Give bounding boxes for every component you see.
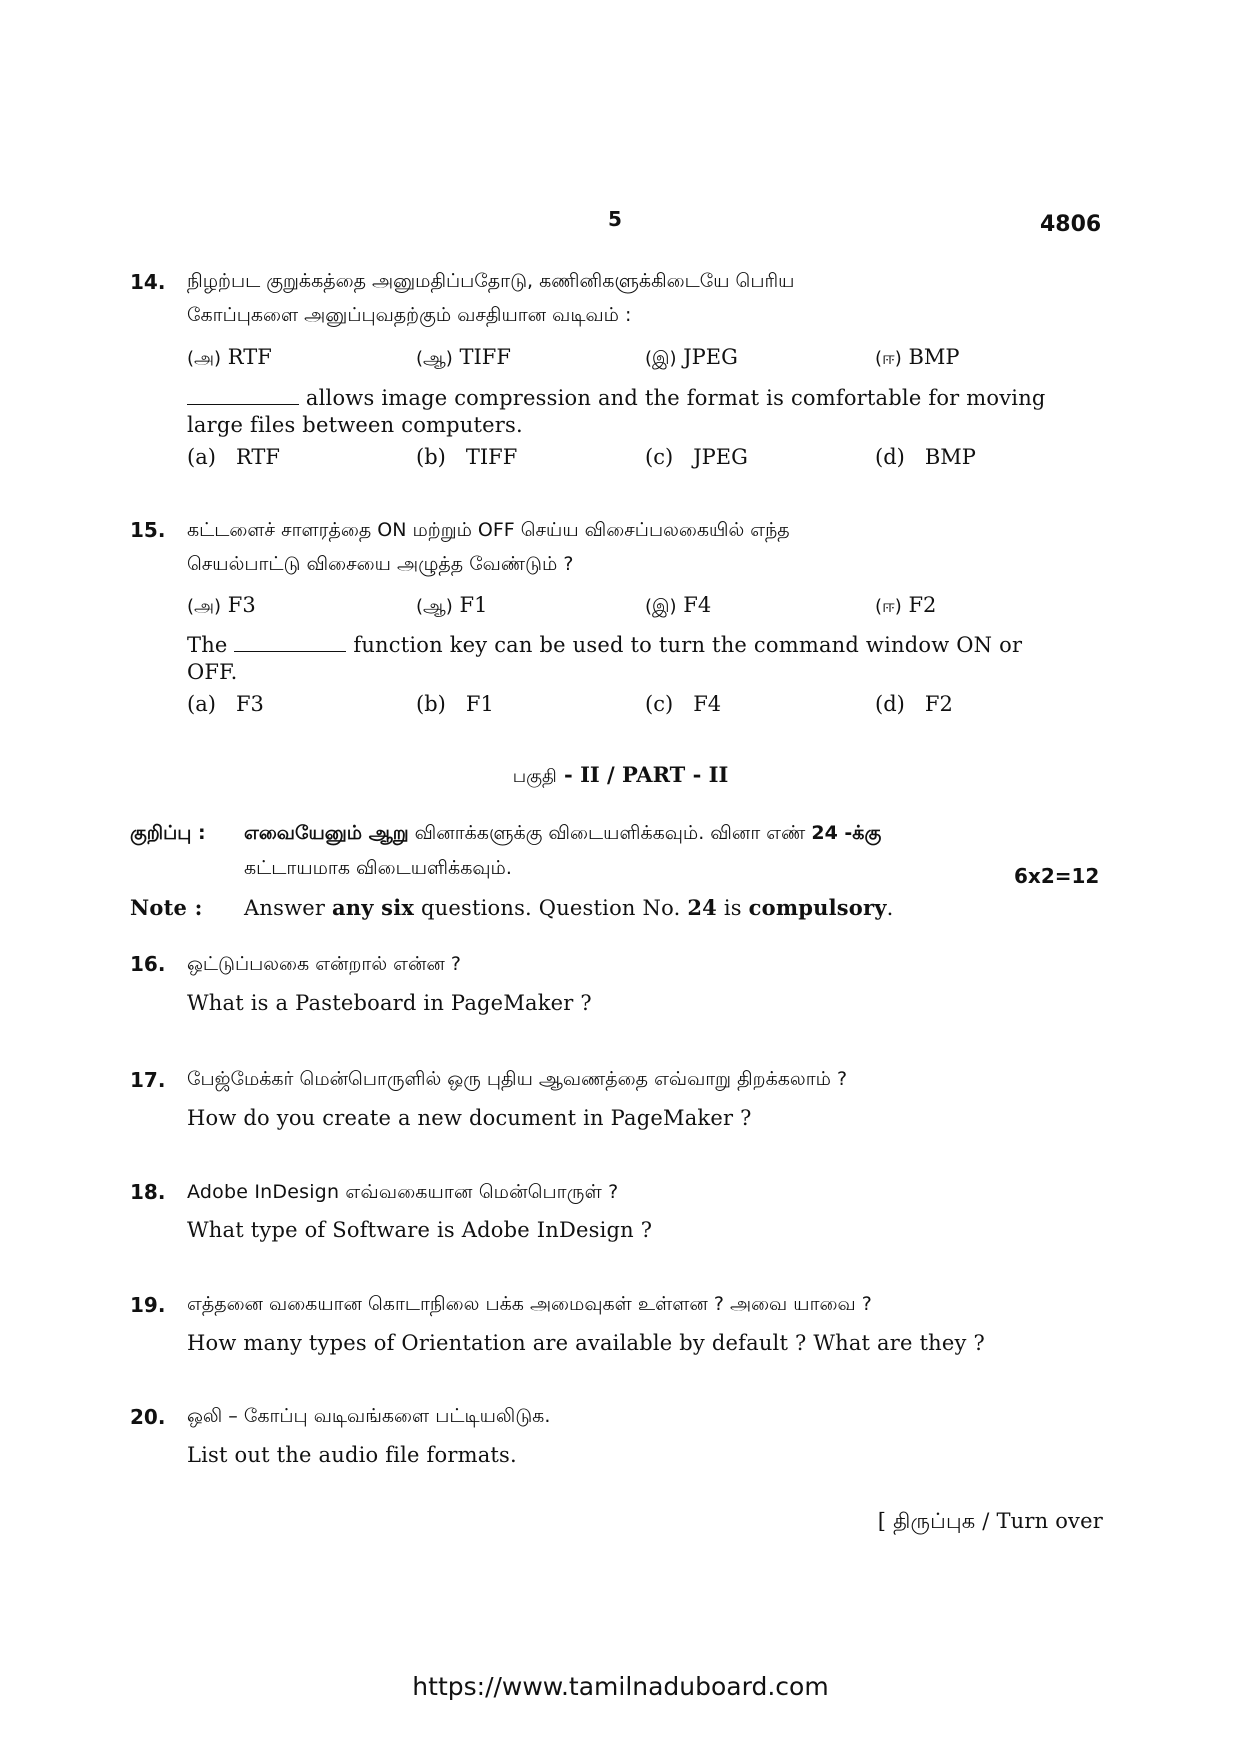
answer-blank	[187, 386, 299, 405]
note-english-label: Note :	[130, 895, 203, 920]
option: (ஆ) F1	[416, 593, 488, 617]
note-tamil-line2: கட்டாயமாக விடையளிக்கவும்.	[244, 857, 512, 879]
note-tamil-line1: எவையேனும் ஆறு வினாக்களுக்கு விடையளிக்கவும். வினா எண் 24 -க்கு	[244, 822, 882, 844]
question-number: 20.	[130, 1405, 166, 1429]
q14-english-line1: allows image compression and the format is comfortable for moving	[187, 383, 1046, 414]
question-tamil: ஒட்டுப்பலகை என்றால் என்ன ?	[187, 953, 461, 975]
option: (ஆ) TIFF	[416, 345, 511, 369]
option: (a) F3	[187, 692, 264, 716]
option: (d) BMP	[875, 445, 976, 469]
question-english: How many types of Orientation are available by default ? What are they ?	[187, 1331, 985, 1355]
answer-blank	[234, 633, 346, 652]
option: (c) F4	[645, 692, 722, 716]
question-number: 17.	[130, 1068, 166, 1092]
option: (b) TIFF	[416, 445, 518, 469]
turn-over: [ திருப்புக / Turn over	[877, 1509, 1103, 1533]
note-tamil-label: குறிப்பு :	[130, 822, 206, 844]
question-english: What type of Software is Adobe InDesign ?	[187, 1218, 653, 1242]
q15-english-line1: The function key can be used to turn the command window ON or	[187, 633, 1023, 657]
option: (d) F2	[875, 692, 953, 716]
part-heading: பகுதி - II / PART - II	[512, 762, 729, 787]
q14-english-line2: large files between computers.	[187, 413, 523, 437]
note-english-text: Answer any six questions. Question No. 24 is compulsory.	[244, 895, 894, 920]
option: (a) RTF	[187, 445, 280, 469]
question-number: 19.	[130, 1293, 166, 1317]
source-url[interactable]: https://www.tamilnaduboard.com	[412, 1672, 829, 1701]
paper-code: 4806	[1040, 212, 1102, 237]
question-number: 14.	[130, 270, 166, 294]
option: (ஈ) F2	[875, 593, 937, 617]
question-english: What is a Pasteboard in PageMaker ?	[187, 991, 592, 1015]
q15-tamil-line2: செயல்பாட்டு விசையை அழுத்த வேண்டும் ?	[187, 553, 574, 575]
option: (இ) F4	[645, 593, 712, 617]
question-tamil: Adobe InDesign எவ்வகையான மென்பொருள் ?	[187, 1181, 619, 1203]
question-tamil: ஒலி – கோப்பு வடிவங்களை பட்டியலிடுக.	[187, 1405, 551, 1427]
question-english: List out the audio file formats.	[187, 1443, 517, 1467]
option: (அ) RTF	[187, 345, 272, 369]
question-number: 16.	[130, 952, 166, 976]
option: (அ) F3	[187, 593, 256, 617]
option: (b) F1	[416, 692, 494, 716]
q15-tamil-line1: கட்டளைச் சாளரத்தை ON மற்றும் OFF செய்ய விசைப்பலகையில் எந்த	[187, 519, 790, 541]
marks: 6x2=12	[1014, 864, 1100, 888]
question-english: How do you create a new document in PageMaker ?	[187, 1106, 752, 1130]
option: (c) JPEG	[645, 445, 748, 469]
option: (ஈ) BMP	[875, 345, 960, 369]
option: (இ) JPEG	[645, 345, 738, 369]
question-tamil: பேஜ்மேக்கர் மென்பொருளில் ஒரு புதிய ஆவணத்தை எவ்வாறு திறக்கலாம் ?	[187, 1068, 848, 1090]
question-number: 18.	[130, 1180, 166, 1204]
q15-english-line2: OFF.	[187, 660, 238, 684]
q14-tamil-line2: கோப்புகளை அனுப்புவதற்கும் வசதியான வடிவம் :	[187, 304, 632, 326]
q14-tamil-line1: நிழற்பட குறுக்கத்தை அனுமதிப்பதோடு, கணினிகளுக்கிடையே பெரிய	[187, 270, 795, 292]
question-number: 15.	[130, 518, 166, 542]
page-number: 5	[608, 207, 622, 231]
question-tamil: எத்தனை வகையான கொடாநிலை பக்க அமைவுகள் உள்ளன ? அவை யாவை ?	[187, 1293, 872, 1315]
